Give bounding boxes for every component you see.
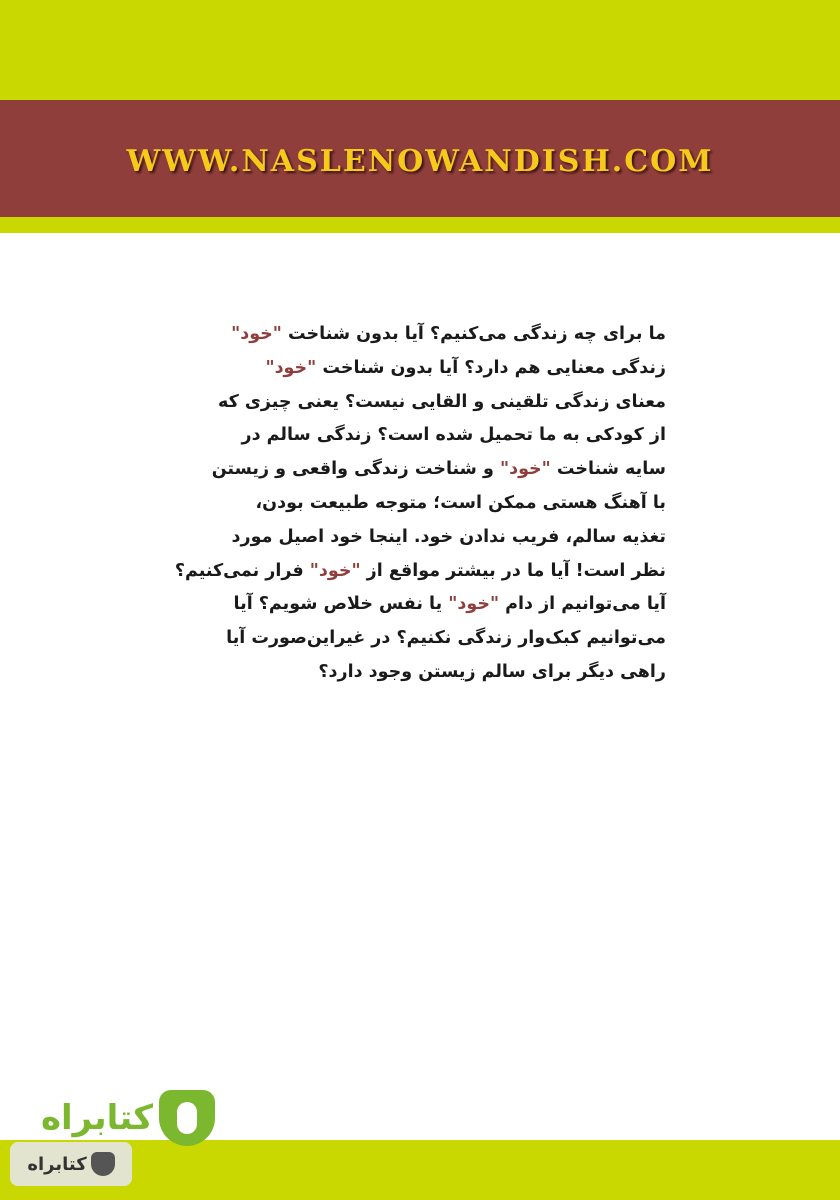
text-line <box>178 656 666 690</box>
text-line <box>178 352 666 386</box>
text-line <box>178 453 666 487</box>
text-run: می‌توانیم کبک‌وار زندگی نکنیم؟ در غیراین‌صورت آیا <box>226 628 666 649</box>
ketabrah-watermark-text: کتابراه <box>27 1153 87 1175</box>
text-run: سایه شناخت <box>550 459 666 480</box>
text-line <box>178 521 666 555</box>
text-run: فرار نمی‌کنیم؟ <box>174 560 310 581</box>
url-banner <box>0 100 840 217</box>
text-run: آیا می‌توانیم از دام <box>499 594 666 615</box>
website-url[interactable]: WWW.NASLENOWANDISH.COM <box>126 144 714 179</box>
text-run: معنای زندگی تلقینی و القایی نیست؟ یعنی چیزی که <box>217 391 666 412</box>
ketabrah-watermark-icon <box>91 1152 115 1176</box>
highlighted-word: "خود" <box>448 594 500 615</box>
highlighted-word: "خود" <box>265 357 317 378</box>
text-run: و شناخت زندگی واقعی و زیستن <box>211 459 500 480</box>
ketabrah-logo-icon <box>159 1090 215 1146</box>
back-cover-text <box>174 318 666 690</box>
text-run: نظر است! آیا ما در بیشتر مواقع از <box>360 560 666 581</box>
text-run: ما برای چه زندگی می‌کنیم؟ آیا بدون شناخت <box>281 324 666 344</box>
text-run: با آهنگ هستی ممکن است؛ متوجه طبیعت بودن، <box>255 492 666 513</box>
highlighted-word: "خود" <box>499 459 551 480</box>
highlighted-word: "خود" <box>309 560 361 581</box>
text-run: یا نفس خلاص شویم؟ آیا <box>233 594 449 615</box>
text-run: از کودکی به ما تحمیل شده است؟ زندگی سالم در <box>241 425 666 446</box>
text-line <box>178 419 666 453</box>
highlighted-word: "خود" <box>231 324 282 344</box>
text-line <box>178 588 666 622</box>
ketabrah-logo-text: کتابراه <box>40 1098 153 1138</box>
text-line <box>178 386 666 420</box>
ketabrah-watermark <box>10 1142 132 1186</box>
text-run: راهی دیگر برای سالم زیستن وجود دارد؟ <box>318 661 666 682</box>
text-line <box>178 318 666 352</box>
text-run: زندگی معنایی هم دارد؟ آیا بدون شناخت <box>316 357 666 378</box>
text-line <box>174 555 666 589</box>
under-banner-band <box>0 217 840 233</box>
top-color-band <box>0 0 840 100</box>
text-line <box>178 487 666 521</box>
ketabrah-logo-main <box>41 1090 215 1146</box>
text-run: تغذیه سالم، فریب ندادن خود. اینجا خود اصیل مورد <box>231 526 666 547</box>
publisher-logo <box>20 1080 215 1190</box>
text-line <box>178 622 666 656</box>
